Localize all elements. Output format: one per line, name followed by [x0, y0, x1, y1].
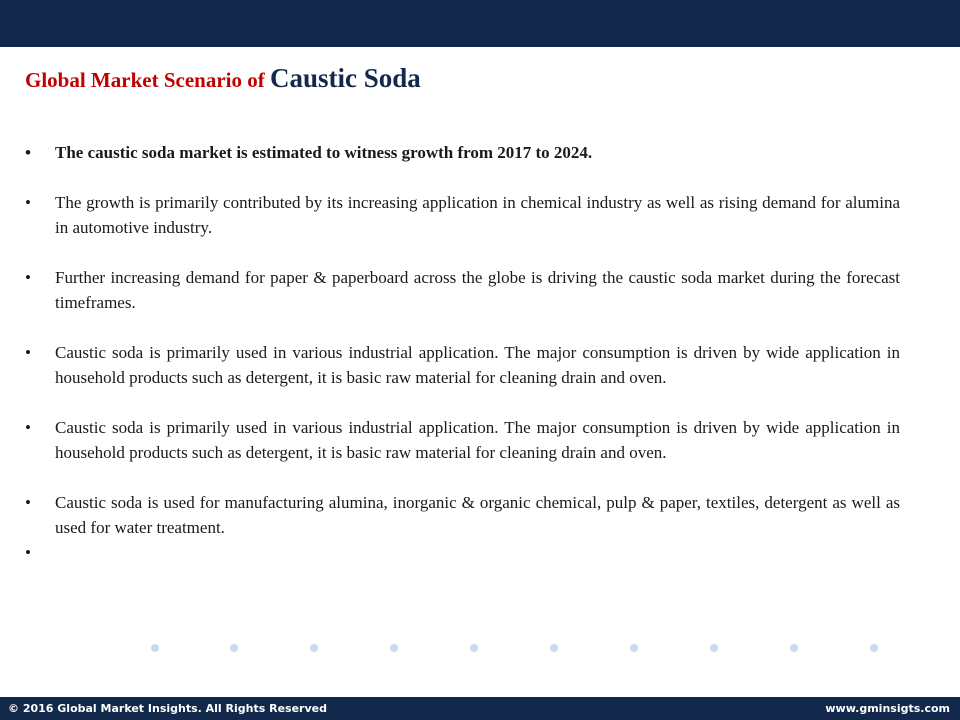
decorative-dot-icon: [630, 644, 638, 652]
bullet-item: [22, 140, 900, 165]
decorative-dot-row: [140, 644, 900, 656]
bullet-text: Caustic soda is used for manufacturing alumina, inorganic & organic chemical, pulp & paper, textiles, detergent as well as used for water treatment.: [55, 493, 900, 537]
bullet-item: [22, 340, 900, 390]
bullet-text: The caustic soda market is estimated to witness growth from 2017 to 2024.: [55, 143, 593, 162]
page-title: [25, 63, 421, 94]
decorative-dot-icon: [550, 644, 558, 652]
page-title-subject: Caustic Soda: [269, 63, 421, 93]
bullet-icon: •: [25, 143, 31, 162]
bullet-text: Further increasing demand for paper & paperboard across the globe is driving the caustic soda market during the forecast timeframes.: [55, 268, 900, 312]
bullet-icon: •: [25, 418, 31, 437]
bullet-icon: •: [25, 343, 31, 362]
bullet-item-empty: [22, 540, 900, 565]
bullet-text: Caustic soda is primarily used in various industrial application. The major consumption is driven by wide application in household products such as detergent, it is basic raw material for cleaning drain and oven.: [55, 343, 900, 387]
bullet-item: [22, 265, 900, 315]
bullet-icon: •: [25, 493, 31, 512]
bullet-icon: •: [25, 193, 31, 212]
decorative-dot-icon: [230, 644, 238, 652]
bullet-icon: •: [25, 268, 31, 287]
decorative-dot-icon: [390, 644, 398, 652]
decorative-dot-icon: [310, 644, 318, 652]
decorative-dot-icon: [790, 644, 798, 652]
footer-copyright: © 2016 Global Market Insights. All Rights Reserved: [8, 702, 327, 715]
footer-website-link[interactable]: www.gminsigts.com: [825, 702, 950, 715]
bullet-item: [22, 490, 900, 540]
bullet-icon: •: [25, 543, 31, 562]
bullet-item: [22, 415, 900, 465]
decorative-dot-icon: [710, 644, 718, 652]
decorative-dot-icon: [151, 644, 159, 652]
footer-bar: [0, 697, 960, 720]
bullet-item: [22, 190, 900, 240]
bullet-text: The growth is primarily contributed by its increasing application in chemical industry as well as rising demand for alumina in automotive industry.: [55, 193, 900, 237]
bullet-list: [22, 140, 900, 565]
bullet-text: Caustic soda is primarily used in various industrial application. The major consumption is driven by wide application in household products such as detergent, it is basic raw material for cleaning drain and oven.: [55, 418, 900, 462]
top-banner: [0, 0, 960, 47]
decorative-dot-icon: [470, 644, 478, 652]
page-title-prefix: Global Market Scenario of: [25, 68, 270, 92]
decorative-dot-icon: [870, 644, 878, 652]
